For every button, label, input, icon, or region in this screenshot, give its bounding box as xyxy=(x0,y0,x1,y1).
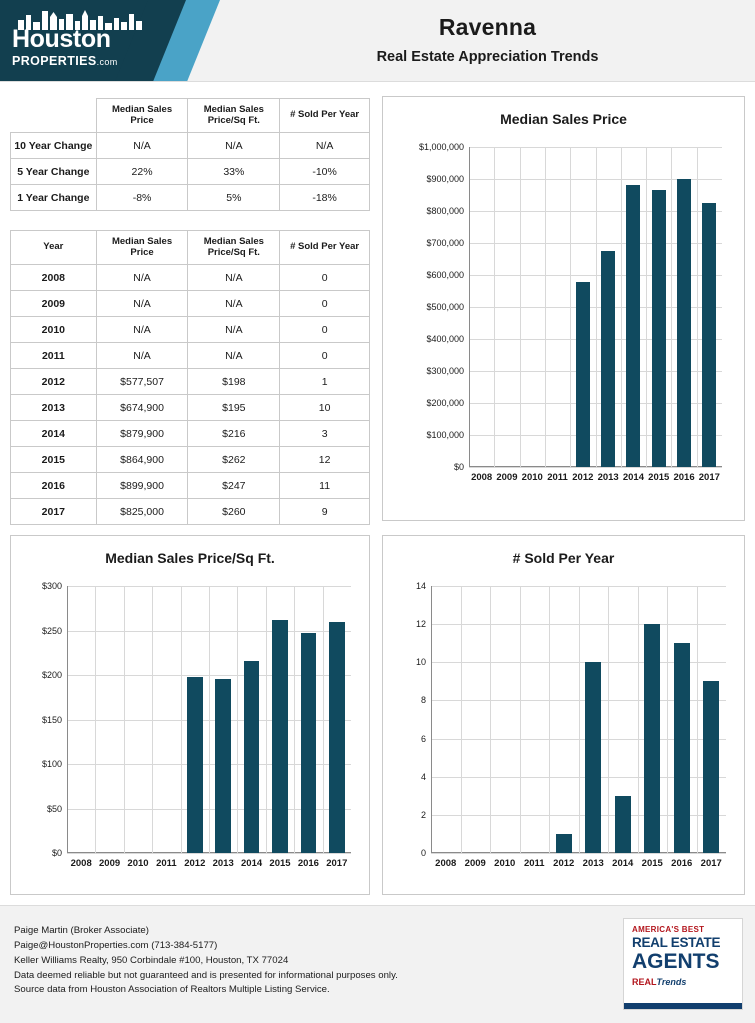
y-axis-line xyxy=(431,586,432,853)
gridline-vertical xyxy=(152,586,153,853)
y-axis-tick-label: $250 xyxy=(41,625,62,636)
badge-line-1: AMERICA'S BEST xyxy=(632,925,705,934)
gridline-vertical xyxy=(95,586,96,853)
yearly-cell-year: 2010 xyxy=(11,317,97,343)
xaxis-median-sales-price xyxy=(469,472,722,488)
summary-col-1: Median Sales Price xyxy=(96,99,188,133)
gridline-vertical xyxy=(608,586,609,853)
footer-line: Source data from Houston Association of Realtors Multiple Listing Service. xyxy=(14,984,330,996)
bar xyxy=(652,190,666,467)
gridline-vertical xyxy=(671,147,672,467)
bar xyxy=(272,620,288,853)
badge-line-3: AGENTS xyxy=(632,950,720,973)
chart-title-median-sales-price: Median Sales Price xyxy=(500,111,627,127)
summary-cell-sold: N/A xyxy=(280,133,370,159)
bar xyxy=(556,834,572,853)
y-axis-tick-label: $300 xyxy=(41,581,62,591)
yearly-cell-price: N/A xyxy=(96,343,188,369)
yearly-col-3: # Sold Per Year xyxy=(280,231,370,265)
y-axis-tick-label: 6 xyxy=(420,733,426,744)
table-row xyxy=(11,447,370,473)
x-axis-tick-label: 2011 xyxy=(523,858,545,869)
y-axis-tick-label: $200,000 xyxy=(426,398,464,408)
yearly-cell-year: 2015 xyxy=(11,447,97,473)
footer-line: Paige Martin (Broker Associate) xyxy=(14,925,149,936)
bar xyxy=(674,643,690,853)
yearly-cell-price: $674,900 xyxy=(96,395,188,421)
gridline-vertical xyxy=(461,586,462,853)
logo-properties-word: PROPERTIES xyxy=(12,54,97,68)
yearly-cell-sold: 0 xyxy=(280,317,370,343)
x-axis-tick-label: 2010 xyxy=(494,858,516,869)
gridline-vertical xyxy=(667,586,668,853)
logo-wordmark xyxy=(12,27,118,68)
summary-col-0 xyxy=(11,99,97,133)
gridline-vertical xyxy=(520,586,521,853)
x-axis-tick-label: 2016 xyxy=(297,858,319,869)
x-axis-tick-label: 2012 xyxy=(184,858,206,869)
yearly-cell-year: 2014 xyxy=(11,421,97,447)
gridline-vertical xyxy=(549,586,550,853)
yearly-cell-sold: 12 xyxy=(280,447,370,473)
yearly-cell-price-sqft: N/A xyxy=(188,317,280,343)
bar xyxy=(703,681,719,853)
x-axis-tick-label: 2015 xyxy=(269,858,291,869)
gridline-vertical xyxy=(494,147,495,467)
x-axis-tick-label: 2009 xyxy=(99,858,121,869)
yearly-cell-price: $577,507 xyxy=(96,369,188,395)
gridline-vertical xyxy=(621,147,622,467)
gridline-vertical xyxy=(697,586,698,853)
yearly-cell-price-sqft: $216 xyxy=(188,421,280,447)
bar xyxy=(615,796,631,853)
gridline-vertical xyxy=(570,147,571,467)
x-axis-tick-label: 2013 xyxy=(582,858,604,869)
chart-panel-price-per-sqft xyxy=(10,535,370,895)
yearly-cell-sold: 9 xyxy=(280,499,370,525)
x-axis-tick-label: 2010 xyxy=(521,472,543,483)
yearly-data-table xyxy=(10,230,370,525)
yearly-cell-price: $879,900 xyxy=(96,421,188,447)
x-axis-tick-label: 2017 xyxy=(326,858,348,869)
table-row xyxy=(11,291,370,317)
table-row xyxy=(11,473,370,499)
page-title: Ravenna xyxy=(438,14,537,40)
y-axis-tick-label: $150 xyxy=(41,714,62,725)
y-axis-tick-label: 10 xyxy=(415,657,426,668)
yearly-cell-price-sqft: $260 xyxy=(188,499,280,525)
badge-bottom-stripe xyxy=(624,1003,742,1009)
x-axis-tick-label: 2008 xyxy=(70,858,92,869)
bar xyxy=(644,624,660,853)
summary-cell-price: N/A xyxy=(96,133,188,159)
yearly-cell-price-sqft: $262 xyxy=(188,447,280,473)
yearly-cell-price-sqft: N/A xyxy=(188,291,280,317)
yearly-cell-year: 2017 xyxy=(11,499,97,525)
bar xyxy=(585,662,601,853)
table-row xyxy=(11,421,370,447)
summary-row-label: 1 Year Change xyxy=(11,185,97,211)
yearly-cell-price-sqft: $195 xyxy=(188,395,280,421)
americas-best-agents-badge xyxy=(623,918,743,1010)
gridline-vertical xyxy=(596,147,597,467)
logo-dotcom-text: .com xyxy=(96,57,118,67)
y-axis-tick-label: $900,000 xyxy=(426,174,464,184)
logo-houston-text: Houston xyxy=(12,25,111,53)
x-axis-tick-label: 2009 xyxy=(464,858,486,869)
x-axis-tick-label: 2009 xyxy=(496,472,518,483)
y-axis-tick-label: 12 xyxy=(415,619,426,630)
bar xyxy=(301,633,317,853)
table-row xyxy=(11,369,370,395)
gridline-vertical xyxy=(638,586,639,853)
table-row xyxy=(11,395,370,421)
yearly-cell-year: 2009 xyxy=(11,291,97,317)
x-axis-tick-label: 2008 xyxy=(471,472,493,483)
y-axis-tick-label: $0 xyxy=(51,848,62,858)
x-axis-tick-label: 2013 xyxy=(212,858,234,869)
page-subtitle: Real Estate Appreciation Trends xyxy=(376,49,599,65)
x-axis-tick-label: 2010 xyxy=(127,858,149,869)
x-axis-tick-label: 2008 xyxy=(435,858,457,869)
gridline-vertical xyxy=(646,147,647,467)
bar xyxy=(215,679,231,853)
yearly-cell-price-sqft: N/A xyxy=(188,265,280,291)
table-header-row xyxy=(11,231,370,265)
gridline xyxy=(469,467,722,468)
y-axis-tick-label: $100 xyxy=(41,759,62,769)
yearly-cell-price-sqft: N/A xyxy=(188,343,280,369)
gridline-vertical xyxy=(124,586,125,853)
y-axis-tick-label: 8 xyxy=(420,695,426,706)
yearly-cell-price: N/A xyxy=(96,317,188,343)
x-axis-tick-label: 2014 xyxy=(612,858,634,869)
gridline-vertical xyxy=(181,586,182,853)
bar xyxy=(244,661,260,853)
bar xyxy=(677,179,691,467)
footer-line: Data deemed reliable but not guaranteed and is presented for informational purposes only. xyxy=(14,969,398,981)
yearly-cell-price: $899,900 xyxy=(96,473,188,499)
y-axis-line xyxy=(469,147,470,467)
page-header xyxy=(0,0,755,82)
summary-cell-price: -8% xyxy=(96,185,188,211)
x-axis-tick-label: 2017 xyxy=(698,472,720,483)
badge-realtrends-real: REAL xyxy=(632,977,657,987)
page-footer xyxy=(0,905,755,1023)
summary-row-label: 10 Year Change xyxy=(11,133,97,159)
y-axis-tick-label: $600,000 xyxy=(426,270,464,280)
summary-row-label: 5 Year Change xyxy=(11,159,97,185)
yearly-cell-year: 2012 xyxy=(11,369,97,395)
yearly-cell-sold: 11 xyxy=(280,473,370,499)
y-axis-tick-label: $400,000 xyxy=(426,334,464,344)
y-axis-tick-label: 14 xyxy=(415,581,426,591)
table-row xyxy=(11,499,370,525)
y-axis-tick-label: $1,000,000 xyxy=(418,142,464,152)
yearly-cell-year: 2013 xyxy=(11,395,97,421)
yearly-col-0: Year xyxy=(11,231,97,265)
plot-area-median-sales-price xyxy=(418,142,722,472)
y-axis-tick-label: $50 xyxy=(46,803,62,814)
x-axis-tick-label: 2014 xyxy=(622,472,645,483)
summary-cell-price-sqft: N/A xyxy=(188,133,280,159)
plot-area-price-per-sqft xyxy=(41,581,351,858)
gridline-vertical xyxy=(520,147,521,467)
x-axis-tick-label: 2011 xyxy=(156,858,177,869)
gridline-vertical xyxy=(697,147,698,467)
y-axis-line xyxy=(67,586,68,853)
yearly-cell-year: 2011 xyxy=(11,343,97,369)
gridline xyxy=(431,853,726,854)
x-axis-tick-label: 2013 xyxy=(597,472,619,483)
table-row xyxy=(11,317,370,343)
summary-cell-price-sqft: 33% xyxy=(188,159,280,185)
y-axis-tick-label: 0 xyxy=(420,848,426,858)
plot-area-sold-per-year xyxy=(415,581,726,858)
gridline-vertical xyxy=(266,586,267,853)
yearly-cell-price-sqft: $198 xyxy=(188,369,280,395)
y-axis-tick-label: $500,000 xyxy=(426,302,464,312)
yearly-cell-sold: 0 xyxy=(280,265,370,291)
x-axis-tick-label: 2012 xyxy=(553,858,575,869)
xaxis-sold-per-year xyxy=(431,858,726,874)
y-axis-tick-label: $700,000 xyxy=(426,238,464,248)
summary-cell-price-sqft: 5% xyxy=(188,185,280,211)
chart-title-sold-per-year: # Sold Per Year xyxy=(512,550,615,566)
badge-line-4 xyxy=(632,977,686,987)
gridline-vertical xyxy=(209,586,210,853)
footer-contact-block xyxy=(14,924,398,998)
gridline-vertical xyxy=(294,586,295,853)
y-axis-tick-label: $300,000 xyxy=(426,366,464,376)
badge-line-2: REAL ESTATE xyxy=(632,935,721,950)
gridline-vertical xyxy=(237,586,238,853)
chart-panel-median-sales-price xyxy=(382,96,745,521)
badge-realtrends-trends: Trends xyxy=(656,977,687,987)
yearly-cell-sold: 1 xyxy=(280,369,370,395)
yearly-cell-price-sqft: $247 xyxy=(188,473,280,499)
yearly-cell-price: N/A xyxy=(96,265,188,291)
x-axis-tick-label: 2014 xyxy=(241,858,263,869)
bar xyxy=(601,251,615,467)
summary-change-table xyxy=(10,98,370,211)
yearly-cell-year: 2016 xyxy=(11,473,97,499)
summary-cell-sold: -10% xyxy=(280,159,370,185)
yearly-cell-sold: 0 xyxy=(280,291,370,317)
x-axis-tick-label: 2016 xyxy=(671,858,693,869)
gridline-vertical xyxy=(545,147,546,467)
gridline xyxy=(67,853,351,854)
yearly-col-1: Median Sales Price xyxy=(96,231,188,265)
summary-col-3: # Sold Per Year xyxy=(280,99,370,133)
table-row xyxy=(11,159,370,185)
bar xyxy=(576,282,590,467)
bar xyxy=(329,622,345,853)
y-axis-tick-label: 4 xyxy=(420,771,426,782)
gridline-vertical xyxy=(490,586,491,853)
yearly-col-2: Median Sales Price/Sq Ft. xyxy=(188,231,280,265)
yearly-cell-sold: 3 xyxy=(280,421,370,447)
chart-panel-sold-per-year xyxy=(382,535,745,895)
chart-title-price-per-sqft: Median Sales Price/Sq Ft. xyxy=(105,550,275,566)
yearly-cell-sold: 10 xyxy=(280,395,370,421)
summary-cell-price: 22% xyxy=(96,159,188,185)
x-axis-tick-label: 2015 xyxy=(648,472,670,483)
table-row xyxy=(11,133,370,159)
footer-line: Paige@HoustonProperties.com (713-384-5177) xyxy=(14,939,218,951)
table-row xyxy=(11,185,370,211)
footer-line: Keller Williams Realty, 950 Corbindale #100, Houston, TX 77024 xyxy=(14,954,289,966)
table-row xyxy=(11,343,370,369)
y-axis-tick-label: $200 xyxy=(41,670,62,680)
logo-properties-text xyxy=(12,55,118,68)
y-axis-tick-label: $800,000 xyxy=(426,206,464,216)
bar xyxy=(702,203,716,467)
yearly-cell-year: 2008 xyxy=(11,265,97,291)
x-axis-tick-label: 2015 xyxy=(641,858,663,869)
x-axis-tick-label: 2017 xyxy=(700,858,722,869)
yearly-cell-price: $864,900 xyxy=(96,447,188,473)
yearly-cell-price: N/A xyxy=(96,291,188,317)
xaxis-price-per-sqft xyxy=(67,858,351,874)
x-axis-tick-label: 2012 xyxy=(572,472,594,483)
table-row xyxy=(11,265,370,291)
gridline-vertical xyxy=(579,586,580,853)
yearly-cell-price: $825,000 xyxy=(96,499,188,525)
yearly-cell-sold: 0 xyxy=(280,343,370,369)
bar xyxy=(626,185,640,467)
table-header-row xyxy=(11,99,370,133)
x-axis-tick-label: 2011 xyxy=(547,472,568,483)
y-axis-tick-label: $0 xyxy=(453,462,464,472)
y-axis-tick-label: 2 xyxy=(420,809,426,820)
title-block xyxy=(220,14,755,65)
gridline-vertical xyxy=(323,586,324,853)
x-axis-tick-label: 2016 xyxy=(673,472,695,483)
y-axis-tick-label: $100,000 xyxy=(426,430,464,440)
summary-cell-sold: -18% xyxy=(280,185,370,211)
bar xyxy=(187,677,203,853)
summary-col-2: Median Sales Price/Sq Ft. xyxy=(188,99,280,133)
